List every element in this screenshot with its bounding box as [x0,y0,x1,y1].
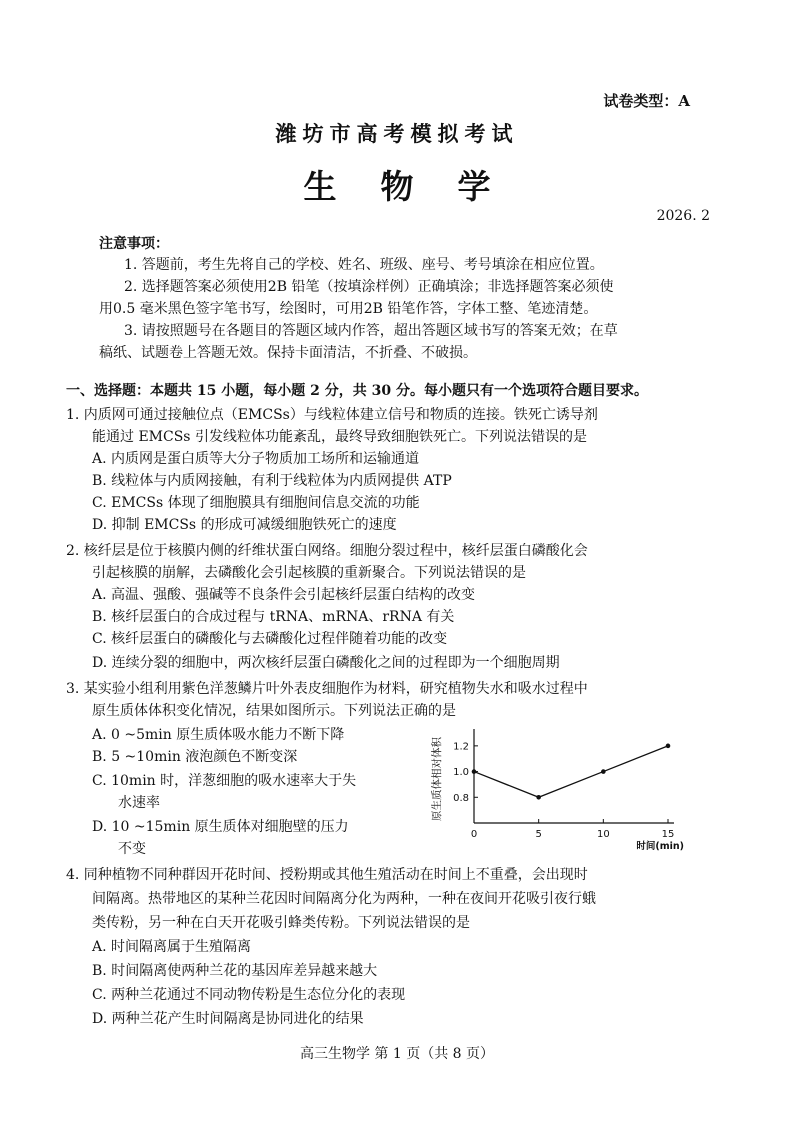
notice-heading: 注意事项： [99,236,169,252]
question-stem: 类传粉，另一种在白天开花吸引蜂类传粉。下列说法错误的是 [92,915,470,931]
question-option: B. 线粒体与内质网接触，有利于线粒体为内质网提供 ATP [92,473,452,489]
x-tick-label: 0 [470,829,478,840]
question-stem: 间隔离。热带地区的某种兰花因时间隔离分化为两种，一种在夜间开花吸引夜行蛾 [92,891,596,907]
question-option: A. 高温、强酸、强碱等不良条件会引起核纤层蛋白结构的改变 [92,587,476,603]
volume-chart [428,720,688,860]
section-heading: 一、选择题：本题共 15 小题，每小题 2 分，共 30 分。每小题只有一个选项符合题目要求。 [66,383,648,399]
question-option: C. 两种兰花通过不同动物传粉是生态位分化的表现 [92,987,406,1003]
question-option: A. 时间隔离属于生殖隔离 [92,939,252,955]
question-option: C. 核纤层蛋白的磷酸化与去磷酸化过程伴随着功能的改变 [92,631,448,647]
exam-date: 2026. 2 [656,208,710,224]
x-tick-label: 5 [535,829,542,840]
chart-svg [428,720,688,860]
question-stem: 3. 某实验小组利用紫色洋葱鳞片叶外表皮细胞作为材料，研究植物失水和吸水过程中 [66,681,588,697]
question-option: C. 10min 时，洋葱细胞的吸水速率大于失 [92,773,357,789]
notice-line: 3. 请按照题号在各题目的答题区域内作答，超出答题区域书写的答案无效；在草 [124,323,618,339]
data-point [666,744,671,749]
page-footer: 高三生物学 第 1 页（共 8 页） [299,1046,495,1062]
notice-line: 稿纸、试题卷上答题无效。保持卡面清洁，不折叠、不破损。 [99,345,477,361]
question-option: D. 抑制 EMCSs 的形成可减缓细胞铁死亡的速度 [92,517,397,533]
question-stem: 原生质体体积变化情况，结果如图所示。下列说法正确的是 [92,703,456,719]
question-option: A. 0 ~5min 原生质体吸水能力不断下降 [92,727,345,743]
question-option: C. EMCSs 体现了细胞膜具有细胞间信息交流的功能 [92,495,420,511]
question-option: D. 两种兰花产生时间隔离是协同进化的结果 [92,1011,364,1027]
question-option: 不变 [118,841,146,857]
question-option: A. 内质网是蛋白质等大分子物质加工场所和运输通道 [92,451,420,467]
notice-line: 用0.5 毫米黑色签字笔书写，绘图时，可用2B 铅笔作答，字体工整、笔迹清楚。 [99,301,598,317]
data-point [601,769,606,774]
question-option: B. 时间隔离使两种兰花的基因库差异越来越大 [92,963,378,979]
question-option: B. 5 ~10min 液泡颜色不断变深 [92,749,298,765]
question-stem: 2. 核纤层是位于核膜内侧的纤维状蛋白网络。细胞分裂过程中，核纤层蛋白磷酸化会 [66,543,588,559]
data-point [472,769,477,774]
notice-line: 2. 选择题答案必须使用2B 铅笔（按填涂样例）正确填涂；非选择题答案必须使 [124,279,614,295]
question-option: 水速率 [118,795,160,811]
question-option: D. 连续分裂的细胞中，两次核纤层蛋白磷酸化之间的过程即为一个细胞周期 [92,655,560,671]
paper-type-label: 试卷类型：A [603,92,690,110]
question-option: B. 核纤层蛋白的合成过程与 tRNA、mRNA、rRNA 有关 [92,609,455,625]
x-axis-label: 时间(min) [636,841,684,852]
question-stem: 能通过 EMCSs 引发线粒体功能紊乱，最终导致细胞铁死亡。下列说法错误的是 [92,429,587,445]
x-tick-label: 15 [661,829,675,840]
series-line [474,746,668,797]
y-tick-label: 1.0 [453,767,469,779]
data-point [536,795,541,800]
y-tick-label: 1.2 [453,741,469,753]
y-axis-label: 原生质体相对体积 [431,737,443,821]
x-tick-label: 10 [596,829,610,840]
question-stem: 1. 内质网可通过接触位点（EMCSs）与线粒体建立信号和物质的连接。铁死亡诱导剂 [66,407,598,423]
notice-line: 1. 答题前，考生先将自己的学校、姓名、班级、座号、考号填涂在相应位置。 [124,257,604,273]
question-stem: 引起核膜的崩解，去磷酸化会引起核膜的重新聚合。下列说法错误的是 [92,565,526,581]
question-stem: 4. 同种植物不同种群因开花时间、授粉期或其他生殖活动在时间上不重叠，会出现时 [66,867,588,883]
exam-title: 潍坊市高考模拟考试 [275,121,519,146]
subject-title: 生物学 [303,167,535,206]
question-option: D. 10 ~15min 原生质体对细胞壁的压力 [92,819,349,835]
y-tick-label: 0.8 [453,792,469,804]
